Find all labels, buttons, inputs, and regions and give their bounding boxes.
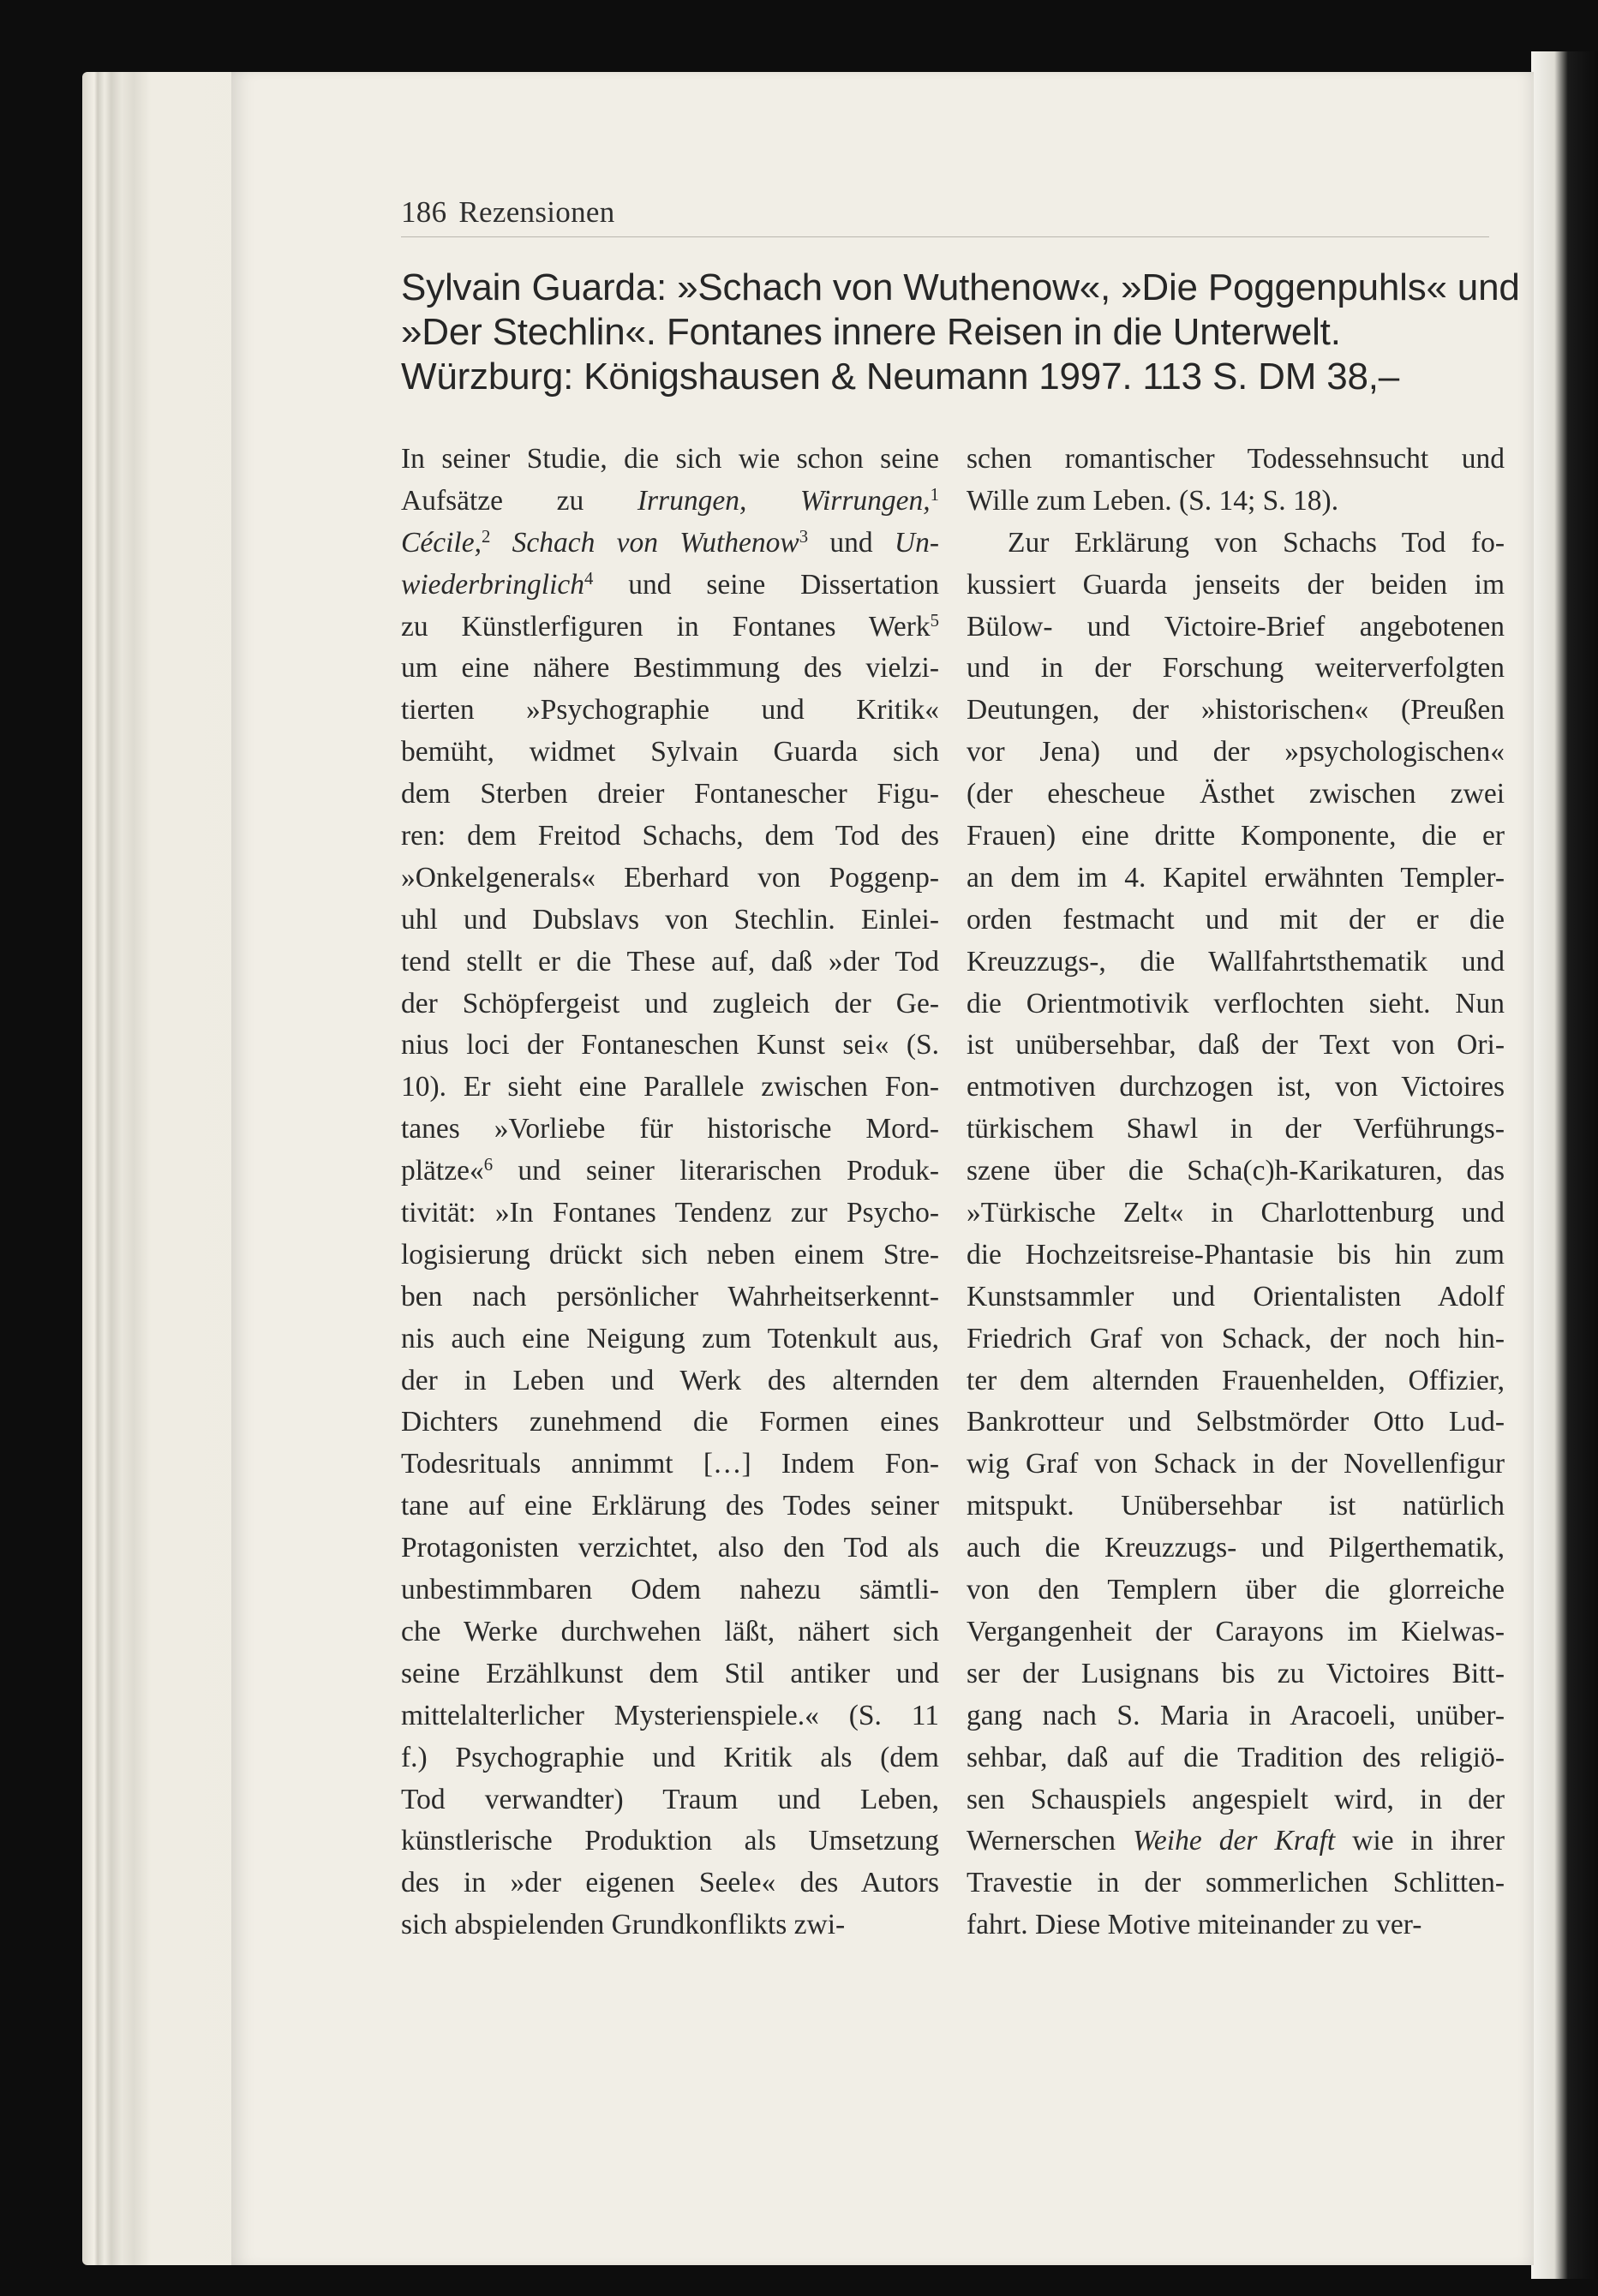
left-text-column (401, 439, 939, 1946)
text-line: auch die Kreuzzugs- und Pilgerthematik, (967, 1532, 1505, 1564)
facing-page-edge (1531, 51, 1598, 2279)
text-line: orden festmacht und mit der er die (967, 903, 1505, 936)
text-line: f.) Psychographie und Kritik als (dem (401, 1741, 939, 1773)
title-line: Würzburg: Königshausen & Neumann 1997. 113 S. DM 38,– (401, 356, 1400, 398)
text-line: Travestie in der sommerlichen Schlitten- (967, 1867, 1505, 1899)
text-line: logisierung drückt sich neben einem Stre- (401, 1238, 939, 1271)
text-line: Wernerschen Weihe der Kraft wie in ihrer (967, 1825, 1505, 1857)
text-line: unbestimmbaren Odem nahezu sämtli- (401, 1574, 939, 1606)
text-line: sen Schauspiels angespielt wird, in der (967, 1783, 1505, 1815)
text-line: die Orientmotivik verflochten sieht. Nun (967, 987, 1505, 1019)
text-line: plätze«$^6$ und seiner literarischen Produk- (401, 1155, 939, 1187)
text-line: künstlerische Produktion als Umsetzung (401, 1825, 939, 1857)
text-line: sich abspielenden Grundkonflikts zwi- (401, 1909, 846, 1941)
text-line: Frauen) eine dritte Komponente, die er (967, 820, 1505, 852)
text-line: die Hochzeitsreise-Phantasie bis hin zum (967, 1238, 1505, 1271)
text-line: mittelalterlicher Mysterienspiele.« (S. 11 (401, 1699, 939, 1731)
text-line: bemüht, widmet Sylvain Guarda sich (401, 736, 939, 768)
text-line: tivität: »In Fontanes Tendenz zur Psycho- (401, 1197, 939, 1229)
text-line: In seiner Studie, die sich wie schon seine (401, 443, 939, 475)
text-line: an dem im 4. Kapitel erwähnten Templer- (967, 861, 1505, 894)
text-line: mitspukt. Unübersehbar ist natürlich (967, 1490, 1505, 1522)
text-line: ist unübersehbar, daß der Text von Ori- (967, 1029, 1505, 1061)
header-rule (401, 236, 1489, 237)
text-line: wiederbringlich$^4$ und seine Dissertation (401, 568, 939, 601)
text-line: 10). Er sieht eine Parallele zwischen Fon- (401, 1071, 939, 1103)
text-line: Todesrituals annimmt […] Indem Fon- (401, 1448, 939, 1480)
text-line: Bülow- und Victoire-Brief angebotenen (967, 610, 1505, 643)
text-line: tane auf eine Erklärung des Todes seiner (401, 1490, 939, 1522)
text-line: und in der Forschung weiterverfolgten (967, 652, 1505, 685)
text-line: Zur Erklärung von Schachs Tod fo- (1008, 526, 1505, 559)
text-line: türkischem Shawl in der Verführungs- (967, 1113, 1505, 1145)
text-line: sehbar, daß auf die Tradition des religiö- (967, 1741, 1505, 1773)
text-line: fahrt. Diese Motive miteinander zu ver- (967, 1909, 1422, 1941)
text-line: Cécile,$^2$ Schach von Wuthenow$^3$ und Un- (401, 526, 940, 559)
text-line: Bankrotteur und Selbstmörder Otto Lud- (967, 1406, 1505, 1438)
text-line: »Onkelgenerals« Eberhard von Poggenp- (401, 861, 939, 894)
text-line: Deutungen, der »historischen« (Preußen (967, 694, 1505, 726)
text-line: szene über die Scha(c)h-Karikaturen, das (967, 1155, 1505, 1187)
text-line: (der ehescheue Ästhet zwischen zwei (967, 778, 1505, 810)
text-line: ser der Lusignans bis zu Victoires Bitt- (967, 1657, 1505, 1689)
text-line: der Schöpfergeist und zugleich der Ge- (401, 987, 939, 1019)
page-number: 186 (401, 195, 447, 229)
text-line: uhl und Dubslavs von Stechlin. Einlei- (401, 903, 939, 936)
text-line: ter dem alternden Frauenhelden, Offizier, (967, 1364, 1505, 1396)
text-line: Kreuzzugs-, die Wallfahrtsthematik und (967, 945, 1505, 978)
text-line: Tod verwandter) Traum und Leben, (401, 1783, 939, 1815)
text-line: nis auch eine Neigung zum Totenkult aus, (401, 1322, 939, 1354)
text-line: tanes »Vorliebe für historische Mord- (401, 1113, 939, 1145)
title-line: »Der Stechlin«. Fontanes innere Reisen in die Unterwelt. (401, 311, 1341, 353)
text-line: zu Künstlerfiguren in Fontanes Werk$^5$ (401, 610, 939, 643)
text-line: Aufsätze zu Irrungen, Wirrungen,$^1$ (401, 484, 939, 517)
text-line: vor Jena) und der »psychologischen« (967, 736, 1505, 768)
text-line: Vergangenheit der Carayons im Kielwas- (967, 1615, 1505, 1647)
text-line: Wille zum Leben. (S. 14; S. 18). (967, 484, 1339, 517)
text-line: seine Erzählkunst dem Stil antiker und (401, 1657, 939, 1689)
review-title (401, 266, 1520, 399)
text-line: schen romantischer Todessehnsucht und (967, 443, 1505, 475)
text-line: nius loci der Fontaneschen Kunst sei« (S. (401, 1029, 939, 1061)
text-line: ren: dem Freitod Schachs, dem Tod des (401, 820, 939, 852)
section-title: Rezensionen (458, 195, 615, 229)
text-line: von den Templern über die glorreiche (967, 1574, 1505, 1606)
text-line: kussiert Guarda jenseits der beiden im (967, 568, 1505, 601)
text-line: der in Leben und Werk des alternden (401, 1364, 939, 1396)
text-line: dem Sterben dreier Fontanescher Figu- (401, 778, 939, 810)
text-line: tend stellt er die These auf, daß »der Tod (401, 945, 939, 978)
text-line: des in »der eigenen Seele« des Autors (401, 1867, 939, 1899)
text-line: Dichters zunehmend die Formen eines (401, 1406, 939, 1438)
text-line: Friedrich Graf von Schack, der noch hin- (967, 1322, 1505, 1354)
text-line: che Werke durchwehen läßt, nähert sich (401, 1615, 939, 1647)
text-line: tierten »Psychographie und Kritik« (401, 694, 939, 726)
text-line: ben nach persönlicher Wahrheitserkennt- (401, 1280, 939, 1312)
running-head (401, 195, 615, 230)
right-text-column (967, 439, 1505, 1946)
text-line: wig Graf von Schack in der Novellenfigur (967, 1448, 1505, 1480)
text-line: um eine nähere Bestimmung des vielzi- (401, 652, 939, 685)
text-line: gang nach S. Maria in Aracoeli, unüber- (967, 1699, 1505, 1731)
text-line: Kunstsammler und Orientalisten Adolf (967, 1280, 1505, 1312)
title-line: Sylvain Guarda: »Schach von Wuthenow«, »Die Poggenpuhls« und (401, 266, 1520, 308)
text-line: »Türkische Zelt« in Charlottenburg und (967, 1197, 1505, 1229)
text-line: entmotiven durchzogen ist, von Victoires (967, 1071, 1505, 1103)
text-line: Protagonisten verzichtet, also den Tod als (401, 1532, 939, 1564)
